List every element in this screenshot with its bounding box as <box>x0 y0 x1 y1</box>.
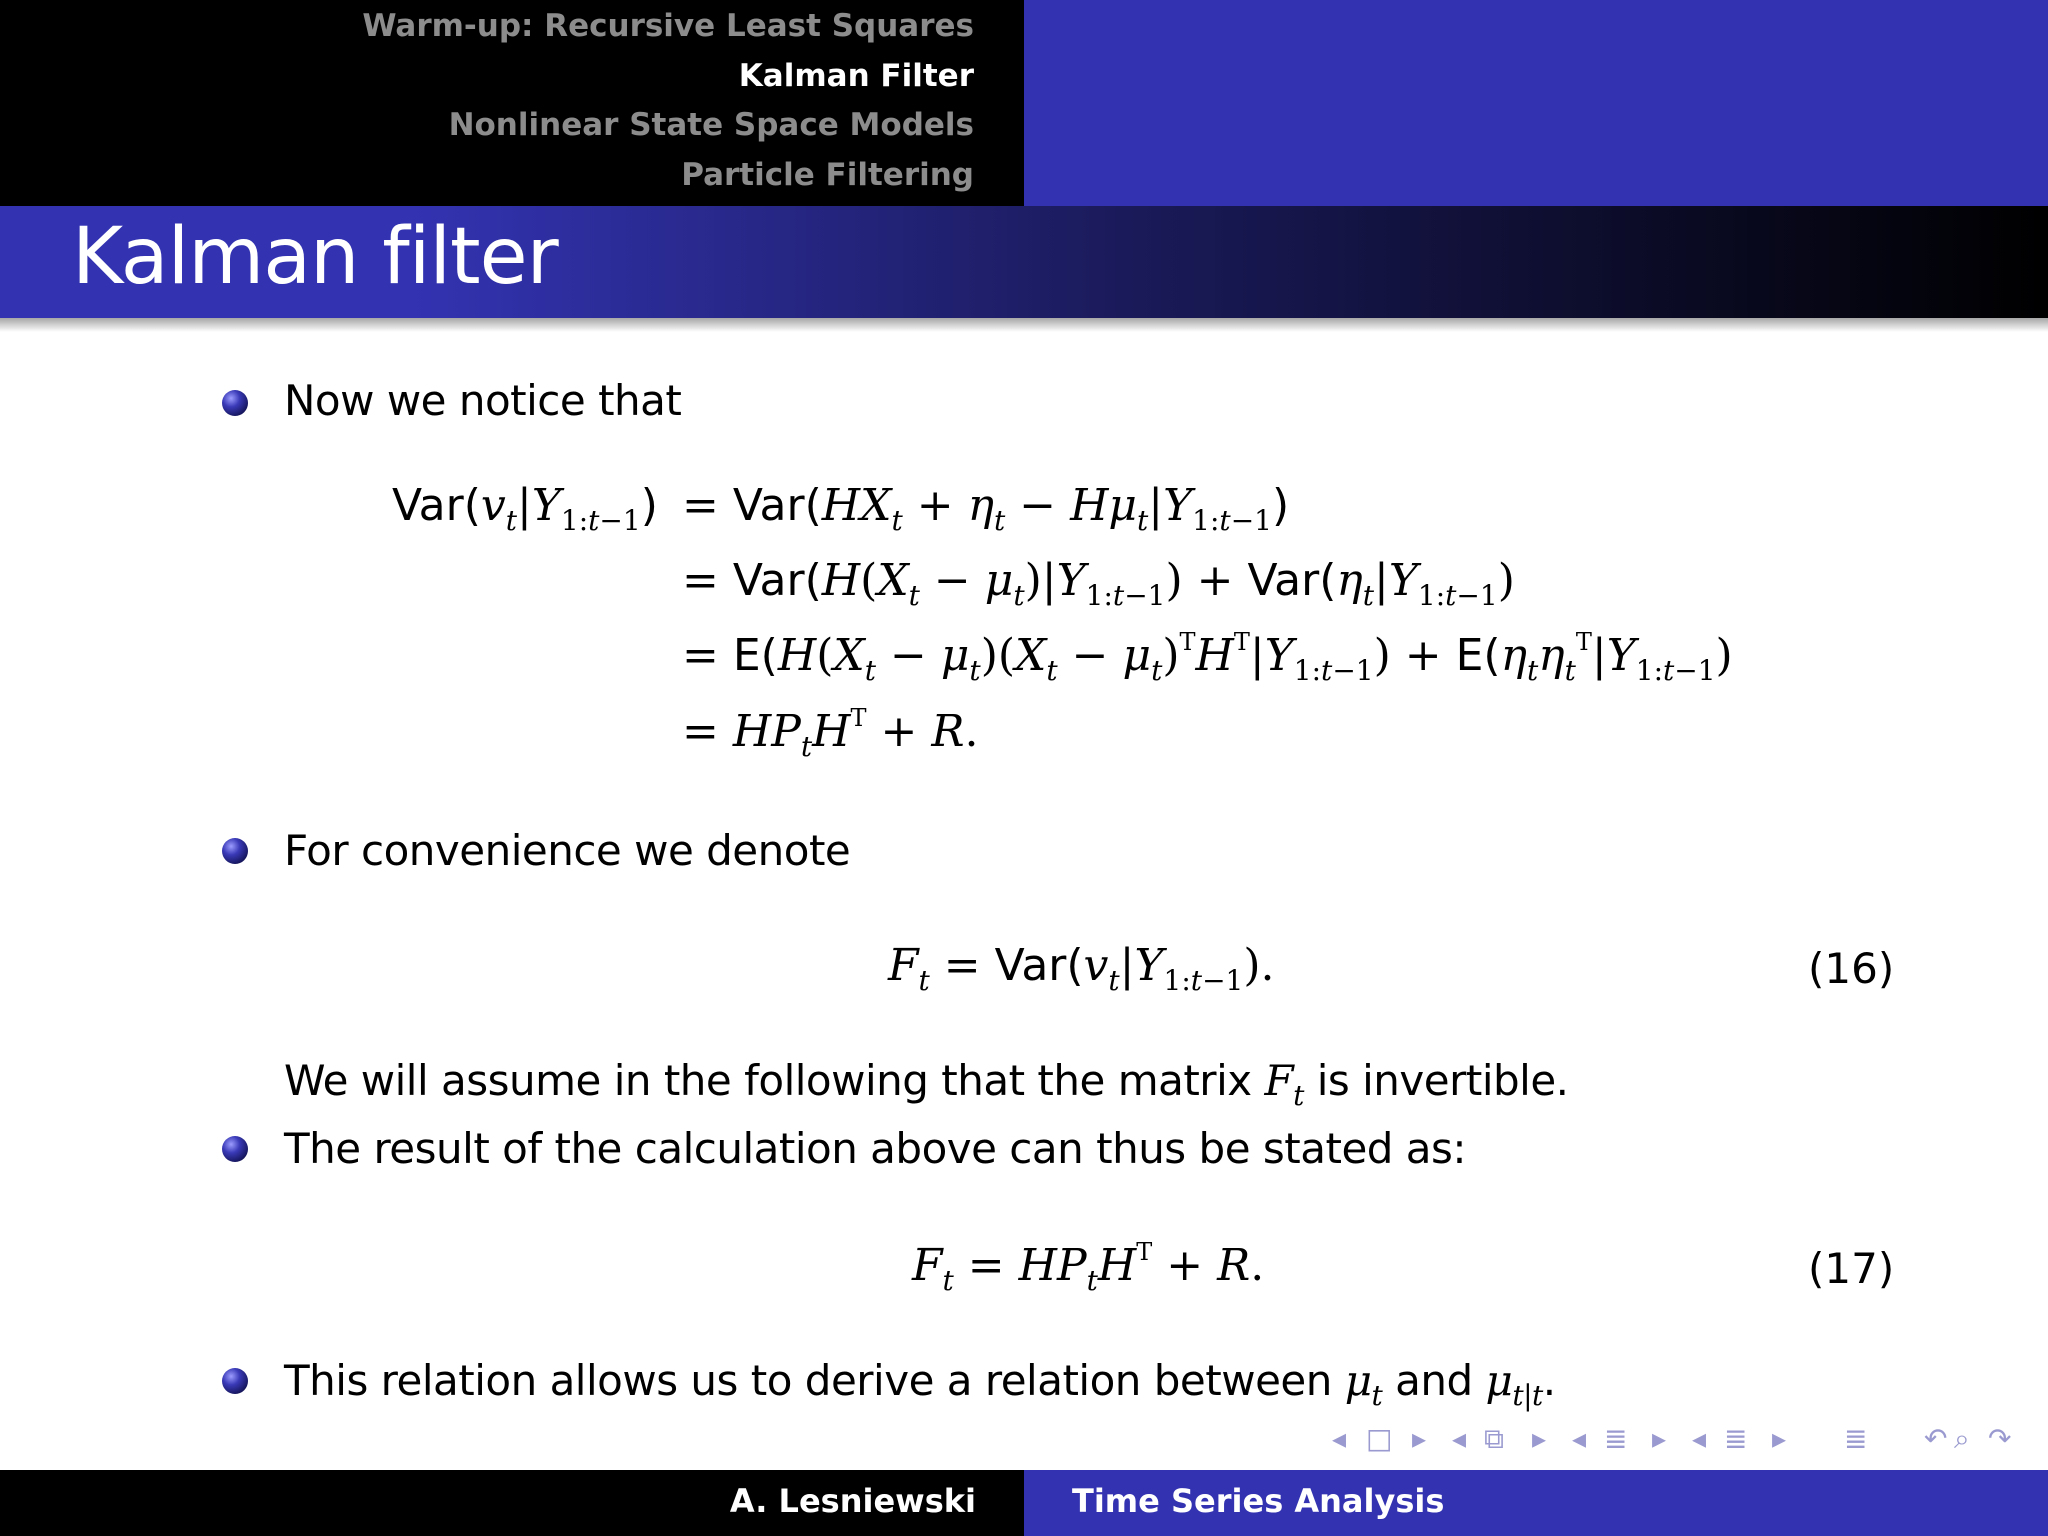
frame-title: Kalman filter <box>72 212 558 302</box>
bullet-icon <box>222 1136 248 1162</box>
nav-frame-next-icon[interactable]: ▸ <box>1412 1422 1427 1455</box>
nav-subsection-prev-icon[interactable]: ◂ <box>1452 1422 1467 1455</box>
derivation-line-2: = $Var(H(X_t - \mu_t)|Y_{1:t-1}) + Var(\eta_t|Y_{1:t-1})$ <box>682 555 1515 612</box>
nav-section-prev-icon[interactable]: ◂ <box>1572 1422 1587 1455</box>
nav-doc-icon[interactable]: ≣ <box>1724 1422 1748 1455</box>
nav-section-particle[interactable]: Particle Filtering <box>681 157 974 193</box>
nav-doc-prev-icon[interactable]: ◂ <box>1692 1422 1707 1455</box>
nav-appendix-icon[interactable]: ≣ <box>1844 1422 1868 1455</box>
equation-number-16: (16) <box>1808 944 1895 993</box>
nav-doc-next-icon[interactable]: ▸ <box>1772 1422 1787 1455</box>
nav-undo-icon[interactable]: ↶ <box>1924 1422 1948 1455</box>
bullet-icon <box>222 838 248 864</box>
bullet-icon <box>222 1368 248 1394</box>
equation-16: $F_t = Var(v_t|Y_{1:t-1})$. <box>888 940 1275 997</box>
nav-section-rls[interactable]: Warm-up: Recursive Least Squares <box>362 8 974 44</box>
nav-section-kalman[interactable]: Kalman Filter <box>738 58 974 94</box>
equation-number-17: (17) <box>1808 1244 1895 1293</box>
nav-section-nonlinear[interactable]: Nonlinear State Space Models <box>448 107 974 143</box>
nav-search-icon[interactable]: ⌕ <box>1954 1422 1970 1455</box>
footer-author: A. Lesniewski <box>729 1482 976 1520</box>
nav-frame-prev-icon[interactable]: ◂ <box>1332 1422 1347 1455</box>
bullet-text-1: Now we notice that <box>284 376 682 425</box>
footer-right <box>1024 1470 2048 1536</box>
bullet-text-4: This relation allows us to derive a relation between $\mu_t$ and $\mu_{t|t}$. <box>284 1356 1556 1412</box>
nav-subsection-icon[interactable]: ⧉ <box>1484 1422 1504 1455</box>
equation-17: $F_t = HP_tH^T + R$. <box>912 1238 1265 1297</box>
footer-title: Time Series Analysis <box>1072 1482 1445 1520</box>
nav-section-next-icon[interactable]: ▸ <box>1652 1422 1667 1455</box>
derivation-lhs: $Var(v_t|Y_{1:t-1})$ <box>392 480 658 537</box>
title-shadow <box>0 318 2048 332</box>
nav-subsection-next-icon[interactable]: ▸ <box>1532 1422 1547 1455</box>
derivation-line-4: = $HP_tH^T + R$. <box>682 704 979 763</box>
bullet-text-3: The result of the calculation above can thus be stated as: <box>284 1124 1467 1173</box>
derivation-line-1: = $Var(HX_t + \eta_t - H\mu_t|Y_{1:t-1})$ <box>682 480 1290 537</box>
bullet-text-2: For convenience we denote <box>284 826 851 875</box>
header-nav-left <box>0 0 1024 206</box>
nav-redo-icon[interactable]: ↷ <box>1988 1422 2012 1455</box>
footer-left <box>0 1470 1024 1536</box>
header-nav-right <box>1024 0 2048 206</box>
derivation-line-3: = $E(H(X_t - \mu_t)(X_t - \mu_t)^TH^T|Y_{1:t-1}) + E(\eta_t\eta_t^T|Y_{1:t-1})$ <box>682 628 1733 687</box>
nav-frame-icon[interactable]: □ <box>1366 1422 1393 1455</box>
invertibility-note: We will assume in the following that the matrix $F_t$ is invertible. <box>284 1056 1569 1112</box>
nav-section-icon[interactable]: ≣ <box>1604 1422 1628 1455</box>
bullet-icon <box>222 390 248 416</box>
